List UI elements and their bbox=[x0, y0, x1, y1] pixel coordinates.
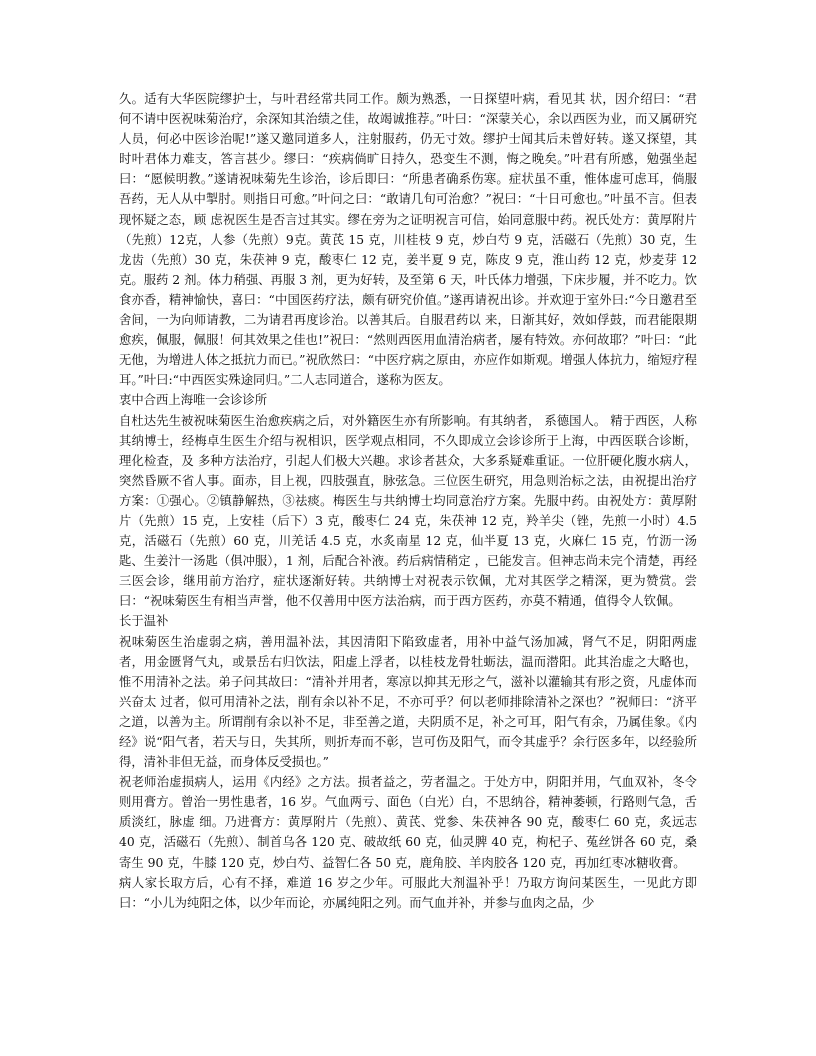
section-heading-joint-clinic: 衷中合西上海唯一会诊诊所 bbox=[119, 393, 268, 408]
section-heading-warm-tonify: 长于温补 bbox=[119, 614, 169, 629]
paragraph-warm-tonify-method: 祝味菊医生治虚弱之病，善用温补法，其因清阳下陷致虚者，用补中益气汤加减，肾气不足，阴阳两虚者，用金匮肾气丸，或景岳右归饮法，阳虚上浮者，以桂枝龙骨牡蛎法，温而潜阳。此其治虚之大略也，惟不用清补之法。弟子问其故曰：“清补并用者，寒凉以抑其无形之气，滋补以灌输其有形之资，凡虚体而兴奋太 过者，似可用清补之法，削有余以补不足，不亦可乎？何以老师排除清补之深也？”祝师曰：“济平之道，以善为主。所谓削有余以补不足，非至善之道，夫阴质不足，补之可耳，阳气有余，乃属佳象。《内经》说“阳气者，若天与日，失其所，则折寿而不彰，岂可伤及阳气，而令其虚乎？余行医多年，以经验所得，清补非但无益，而身体反受损也。” bbox=[119, 634, 697, 770]
paragraph-joint-clinic: 自杜达先生被祝味菊医生治愈疾病之后，对外籍医生亦有所影响。有其纳者， 系德国人。 精于西医，人称其纳博士，经梅卓生医生介绍与祝相识，医学观点相同，不久即成立会诊诊所于上海，中西医联合诊断，理化检查，及 多种方法治疗，引起人们极大兴趣。求诊者甚众，大多系疑难重证。一位肝硬化腹水病人，突然昏厥不省人事。面赤，目上视，四肢强直，脉弦急。三位医生研究，用急则治标之法，由祝提出治疗方案：①强心。②镇静解热，③祛痰。梅医生与共纳博士均同意治疗方案。先服中药。由祝处方：黄厚附片（先煎）15 克，上安桂（后下）3 克，酸枣仁 24 克，朱茯神 12 克，羚羊尖（锉，先煎一小时）4.5 克，活磁石（先煎）60 克，川羌话 4.5 克，水炙南星 12 克，仙半夏 13 克，火麻仁 15 克，竹沥一汤匙、生姜汁一汤匙（俱冲服），1 剂，后配合补液。药后病情稍定 ，已能发言。但神志尚未完个清楚，再经三医会诊，继用前方治疗，症状逐渐好转。共纳博士对祝表示钦佩，尤对其医学之精深，更为赞赏。尝曰：“祝味菊医生有相当声誉，他不仅善用中医方法治病，而于西方医药，亦莫不精通，值得令人钦佩。 bbox=[119, 413, 697, 609]
document-page bbox=[119, 89, 697, 913]
paragraph-story-nurse-referral: 久。适有大华医院缪护士，与叶君经常共同工作。颇为熟悉，一日探望叶病，看见其 状，因介绍曰：“君何不请中医祝味菊治疗，余深知其治绩之佳，故竭诚推荐。”叶曰：“深蒙关心，余以西医为业，而又属研究人员，何必中医诊治呢!”遂又邀同道多人，注射服药，仍无寸效。缪护士闻其后未曾好转。遂又探望，其时叶君体力难支，答言甚少。缪曰：“疾病倘旷日持久，恐变生不测，悔之晚矣。”叶君有所感，勉强坐起曰：“愿候明教。”遂请祝味菊先生诊治，诊后即曰：“所患者确系伤寒。症状虽不重，惟体虚可虑耳，倘服吾药，无人从中掣肘。则指日可愈。”叶问之曰：“敢请几旬可治愈？”祝曰：“十日可愈也。”叶虽不言。但表现怀疑之态，顾 虑祝医生是否言过其实。缪在旁为之证明祝言可信，始同意服中药。祝氏处方：黄厚附片（先煎）12克，人参（先煎）9克。黄芪 15 克，川桂枝 9 克，炒白芍 9 克，活磁石（先煎）30 克，生龙齿（先煎）30 克，朱茯神 9 克，酸枣仁 12 克，姜半夏 9 克，陈皮 9 克，淮山药 12 克，炒麦芽 12 克。服药 2 剂。体力稍强、再服 3 剂，更为好转，及至第 6 天，叶氏体力增强，下床步履，并不吃力。饮食亦香，精神愉快，喜曰：“中国医药疗法，颇有研究价值。”遂再请祝出诊。并欢迎于室外曰:“今日邀君至舍间，一为向师请教，二为请君再度诊治。以善其后。自服君药以 来，日渐其好，效如俘鼓，而君能限期愈疾，佩服，佩服！何其效果之佳也!”祝曰：“然则西医用血清治病者，屡有特效。亦何故耶？”叶曰：“此无他，为增进人体之抵抗力而已。”祝欣然曰：“中医疗病之原由，亦应作如斯观。增强人体抗力，缩短疗程耳。”叶曰:“中西医实殊途同归。”二人志同道合，遂称为医友。 bbox=[119, 92, 697, 388]
paragraph-deficiency-case: 祝老师治虚损病人，运用《内经》之方法。损者益之，劳者温之。于处方中，阴阳并用，气血双补，冬令则用膏方。曾治一男性患者，16 岁。气血两亏、面色（白光）白，不思纳谷，精神萎顿，行路则气急，舌质淡红，脉虚 细。乃进膏方：黄厚附片（先煎）、黄芪、党参、朱茯神各 90 克，酸枣仁 60 克，炙远志 40 克，活磁石（先煎）、制首乌各 120 克、破故纸 60 克，仙灵脾 40 克，枸杞子、菟丝饼各 60 克，桑寄生 90 克，牛膝 120 克，炒白芍、益智仁各 50 克，鹿角胶、羊肉胶各 120 克，再加红枣冰糖收膏。 bbox=[119, 775, 697, 870]
paragraph-parent-doubt: 病人家长取方后，心有不择，难道 16 岁之少年。可服此大剂温补乎！乃取方询问某医生，一见此方即曰：“小儿为纯阳之体，以少年而论，亦属纯阳之列。而气血并补，并参与血肉之品，少 bbox=[119, 875, 697, 910]
